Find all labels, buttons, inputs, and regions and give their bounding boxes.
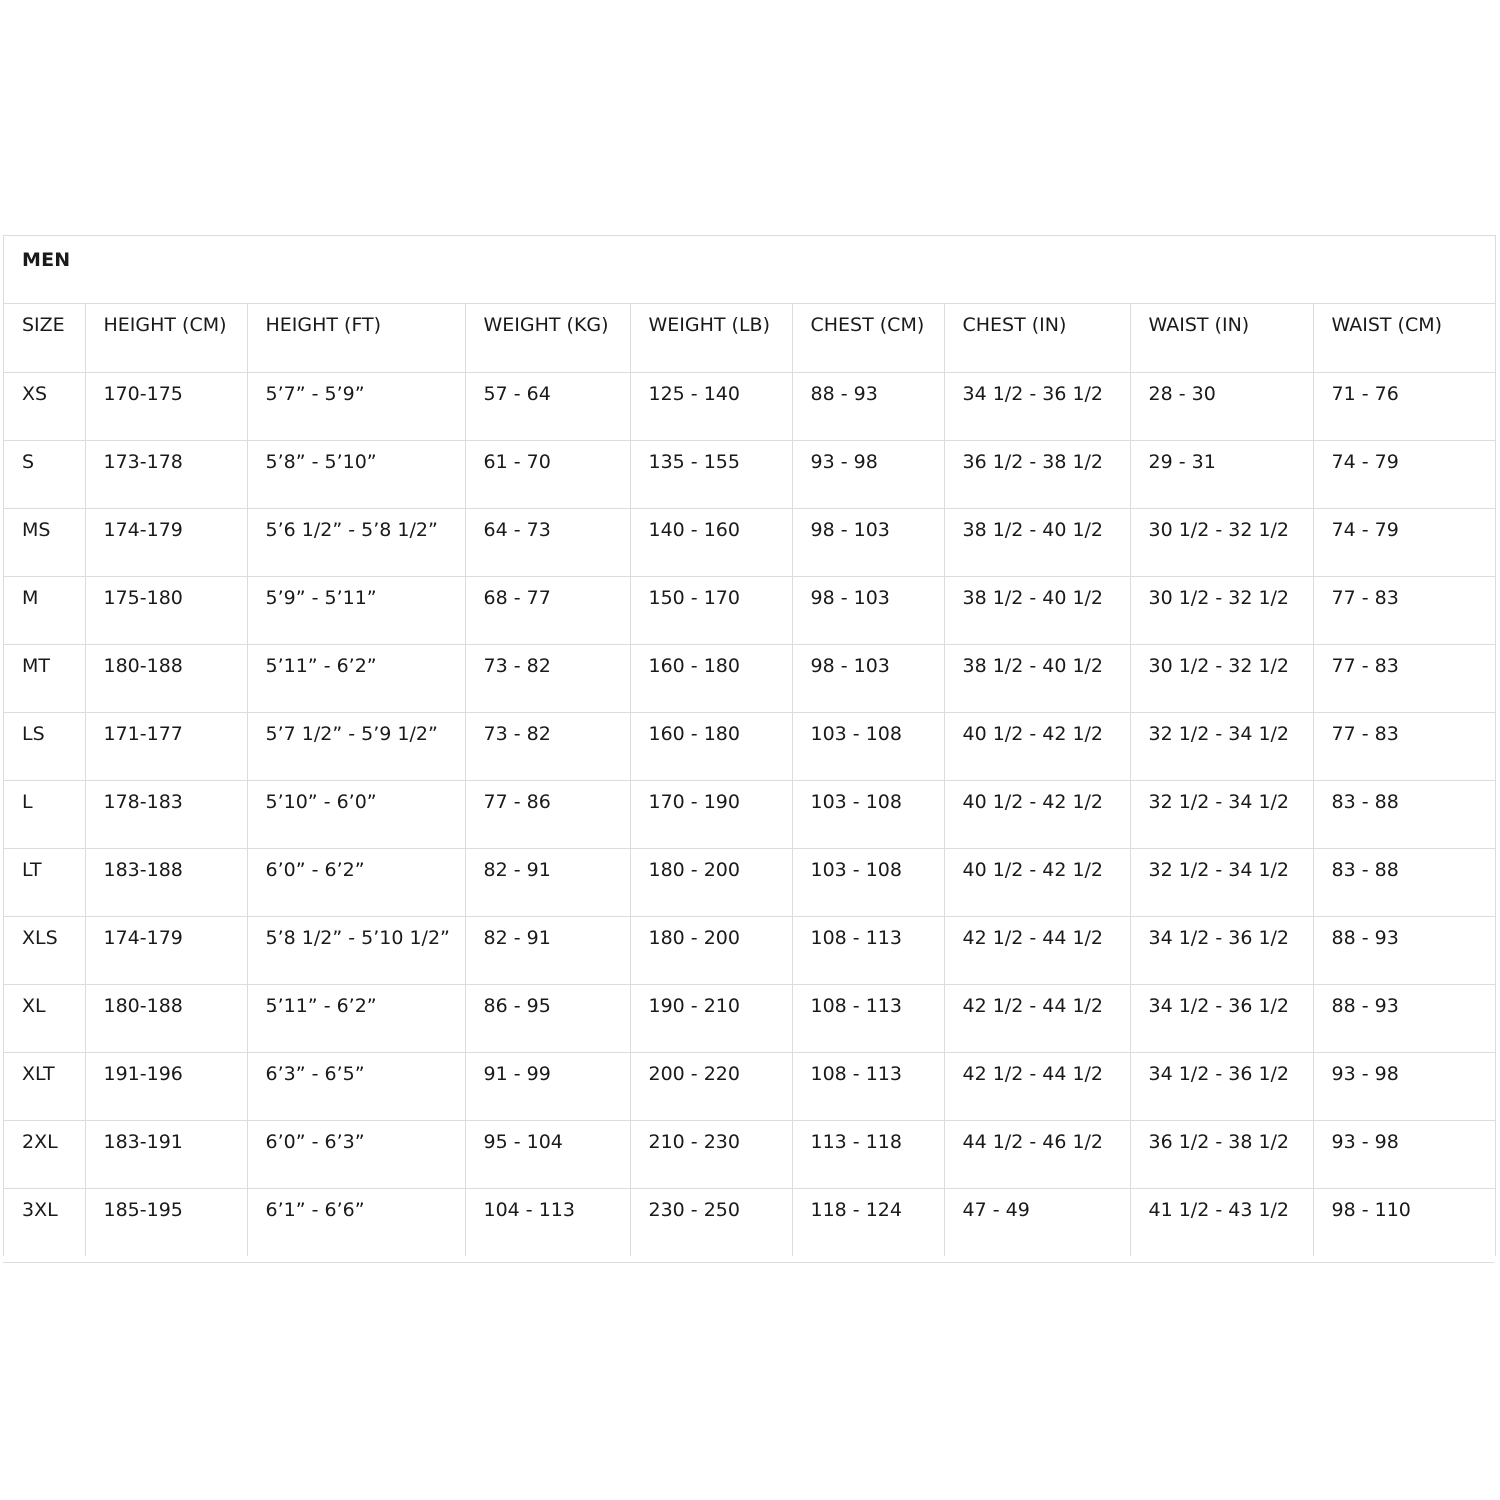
table-bottom-divider (3, 1262, 1494, 1269)
size-cell: XL (4, 984, 85, 1052)
table-cell: 160 - 180 (630, 644, 792, 712)
size-cell: LT (4, 848, 85, 916)
table-cell: 180-188 (85, 984, 247, 1052)
size-cell: LS (4, 712, 85, 780)
size-cell: XLS (4, 916, 85, 984)
table-cell: 174-179 (85, 916, 247, 984)
size-cell: S (4, 440, 85, 508)
size-cell: M (4, 576, 85, 644)
table-cell: 98 - 103 (792, 508, 944, 576)
table-cell: 34 1/2 - 36 1/2 (1130, 1052, 1313, 1120)
column-header: WEIGHT (KG) (465, 304, 630, 372)
table-cell: 93 - 98 (792, 440, 944, 508)
table-cell: 38 1/2 - 40 1/2 (944, 508, 1130, 576)
table-cell: 29 - 31 (1130, 440, 1313, 508)
table-cell: 5’6 1/2” - 5’8 1/2” (247, 508, 465, 576)
table-row (4, 984, 1495, 1052)
table-cell: 30 1/2 - 32 1/2 (1130, 576, 1313, 644)
table-row (4, 372, 1495, 440)
table-cell: 170-175 (85, 372, 247, 440)
table-cell: 30 1/2 - 32 1/2 (1130, 644, 1313, 712)
table-cell: 93 - 98 (1313, 1120, 1495, 1188)
table-cell: 113 - 118 (792, 1120, 944, 1188)
table-cell: 93 - 98 (1313, 1052, 1495, 1120)
size-cell: XS (4, 372, 85, 440)
table-row (4, 1188, 1495, 1256)
table-cell: 44 1/2 - 46 1/2 (944, 1120, 1130, 1188)
table-cell: 180 - 200 (630, 848, 792, 916)
size-table (4, 304, 1495, 1256)
table-cell: 42 1/2 - 44 1/2 (944, 1052, 1130, 1120)
table-cell: 47 - 49 (944, 1188, 1130, 1256)
table-row (4, 440, 1495, 508)
table-cell: 183-188 (85, 848, 247, 916)
table-cell: 86 - 95 (465, 984, 630, 1052)
table-cell: 191-196 (85, 1052, 247, 1120)
table-cell: 178-183 (85, 780, 247, 848)
table-cell: 173-178 (85, 440, 247, 508)
table-cell: 41 1/2 - 43 1/2 (1130, 1188, 1313, 1256)
table-cell: 83 - 88 (1313, 848, 1495, 916)
table-cell: 34 1/2 - 36 1/2 (944, 372, 1130, 440)
table-cell: 73 - 82 (465, 712, 630, 780)
table-cell: 183-191 (85, 1120, 247, 1188)
table-cell: 108 - 113 (792, 1052, 944, 1120)
table-cell: 5’10” - 6’0” (247, 780, 465, 848)
table-cell: 36 1/2 - 38 1/2 (1130, 1120, 1313, 1188)
table-cell: 180-188 (85, 644, 247, 712)
table-cell: 103 - 108 (792, 712, 944, 780)
table-cell: 150 - 170 (630, 576, 792, 644)
table-cell: 174-179 (85, 508, 247, 576)
table-cell: 68 - 77 (465, 576, 630, 644)
table-cell: 98 - 110 (1313, 1188, 1495, 1256)
table-cell: 175-180 (85, 576, 247, 644)
table-cell: 88 - 93 (1313, 916, 1495, 984)
table-row (4, 644, 1495, 712)
column-header: CHEST (CM) (792, 304, 944, 372)
table-cell: 32 1/2 - 34 1/2 (1130, 848, 1313, 916)
column-header: HEIGHT (CM) (85, 304, 247, 372)
column-header: SIZE (4, 304, 85, 372)
table-cell: 185-195 (85, 1188, 247, 1256)
table-row (4, 508, 1495, 576)
table-cell: 40 1/2 - 42 1/2 (944, 712, 1130, 780)
table-cell: 103 - 108 (792, 848, 944, 916)
table-cell: 5’11” - 6’2” (247, 984, 465, 1052)
table-cell: 77 - 83 (1313, 576, 1495, 644)
table-cell: 5’9” - 5’11” (247, 576, 465, 644)
table-cell: 190 - 210 (630, 984, 792, 1052)
column-header: WAIST (CM) (1313, 304, 1495, 372)
table-cell: 88 - 93 (1313, 984, 1495, 1052)
table-row (4, 712, 1495, 780)
size-cell: 2XL (4, 1120, 85, 1188)
table-cell: 170 - 190 (630, 780, 792, 848)
table-cell: 210 - 230 (630, 1120, 792, 1188)
table-cell: 71 - 76 (1313, 372, 1495, 440)
table-cell: 5’11” - 6’2” (247, 644, 465, 712)
column-header: WEIGHT (LB) (630, 304, 792, 372)
table-cell: 38 1/2 - 40 1/2 (944, 644, 1130, 712)
table-cell: 40 1/2 - 42 1/2 (944, 848, 1130, 916)
table-row (4, 916, 1495, 984)
table-row (4, 576, 1495, 644)
table-cell: 34 1/2 - 36 1/2 (1130, 984, 1313, 1052)
table-cell: 160 - 180 (630, 712, 792, 780)
table-cell: 125 - 140 (630, 372, 792, 440)
table-cell: 32 1/2 - 34 1/2 (1130, 780, 1313, 848)
table-cell: 74 - 79 (1313, 440, 1495, 508)
table-row (4, 1052, 1495, 1120)
size-cell: MT (4, 644, 85, 712)
table-cell: 200 - 220 (630, 1052, 792, 1120)
table-cell: 6’1” - 6’6” (247, 1188, 465, 1256)
table-cell: 5’8 1/2” - 5’10 1/2” (247, 916, 465, 984)
table-cell: 42 1/2 - 44 1/2 (944, 984, 1130, 1052)
table-cell: 230 - 250 (630, 1188, 792, 1256)
table-cell: 83 - 88 (1313, 780, 1495, 848)
column-header: WAIST (IN) (1130, 304, 1313, 372)
header-row (4, 304, 1495, 372)
table-cell: 5’8” - 5’10” (247, 440, 465, 508)
size-table-body (4, 372, 1495, 1256)
table-cell: 171-177 (85, 712, 247, 780)
table-cell: 108 - 113 (792, 984, 944, 1052)
size-cell: XLT (4, 1052, 85, 1120)
column-header: CHEST (IN) (944, 304, 1130, 372)
table-cell: 77 - 83 (1313, 712, 1495, 780)
table-cell: 74 - 79 (1313, 508, 1495, 576)
table-cell: 64 - 73 (465, 508, 630, 576)
table-cell: 118 - 124 (792, 1188, 944, 1256)
table-cell: 28 - 30 (1130, 372, 1313, 440)
table-cell: 6’0” - 6’3” (247, 1120, 465, 1188)
table-cell: 77 - 83 (1313, 644, 1495, 712)
table-cell: 82 - 91 (465, 916, 630, 984)
table-cell: 32 1/2 - 34 1/2 (1130, 712, 1313, 780)
table-cell: 140 - 160 (630, 508, 792, 576)
table-cell: 108 - 113 (792, 916, 944, 984)
table-cell: 73 - 82 (465, 644, 630, 712)
table-cell: 104 - 113 (465, 1188, 630, 1256)
table-cell: 91 - 99 (465, 1052, 630, 1120)
table-cell: 5’7” - 5’9” (247, 372, 465, 440)
size-cell: L (4, 780, 85, 848)
table-cell: 95 - 104 (465, 1120, 630, 1188)
size-cell: 3XL (22, 1198, 58, 1221)
table-cell: 42 1/2 - 44 1/2 (944, 916, 1130, 984)
table-cell: 40 1/2 - 42 1/2 (944, 780, 1130, 848)
column-header: HEIGHT (FT) (247, 304, 465, 372)
table-cell: 98 - 103 (792, 644, 944, 712)
table-cell: 82 - 91 (465, 848, 630, 916)
table-cell: 103 - 108 (792, 780, 944, 848)
table-cell: 6’0” - 6’2” (247, 848, 465, 916)
table-cell: 135 - 155 (630, 440, 792, 508)
table-cell: 30 1/2 - 32 1/2 (1130, 508, 1313, 576)
table-cell: 38 1/2 - 40 1/2 (944, 576, 1130, 644)
table-cell: 36 1/2 - 38 1/2 (944, 440, 1130, 508)
table-cell: 34 1/2 - 36 1/2 (1130, 916, 1313, 984)
table-row (4, 780, 1495, 848)
table-cell: 57 - 64 (465, 372, 630, 440)
table-cell: 5’7 1/2” - 5’9 1/2” (247, 712, 465, 780)
table-cell: 61 - 70 (465, 440, 630, 508)
table-cell: 88 - 93 (792, 372, 944, 440)
size-chart-title: MEN (4, 236, 1495, 304)
size-chart (3, 235, 1496, 1256)
table-row (4, 1120, 1495, 1188)
table-cell: 98 - 103 (792, 576, 944, 644)
table-row (4, 848, 1495, 916)
table-cell: 180 - 200 (630, 916, 792, 984)
table-cell: 77 - 86 (465, 780, 630, 848)
size-cell: MS (4, 508, 85, 576)
table-cell: 6’3” - 6’5” (247, 1052, 465, 1120)
